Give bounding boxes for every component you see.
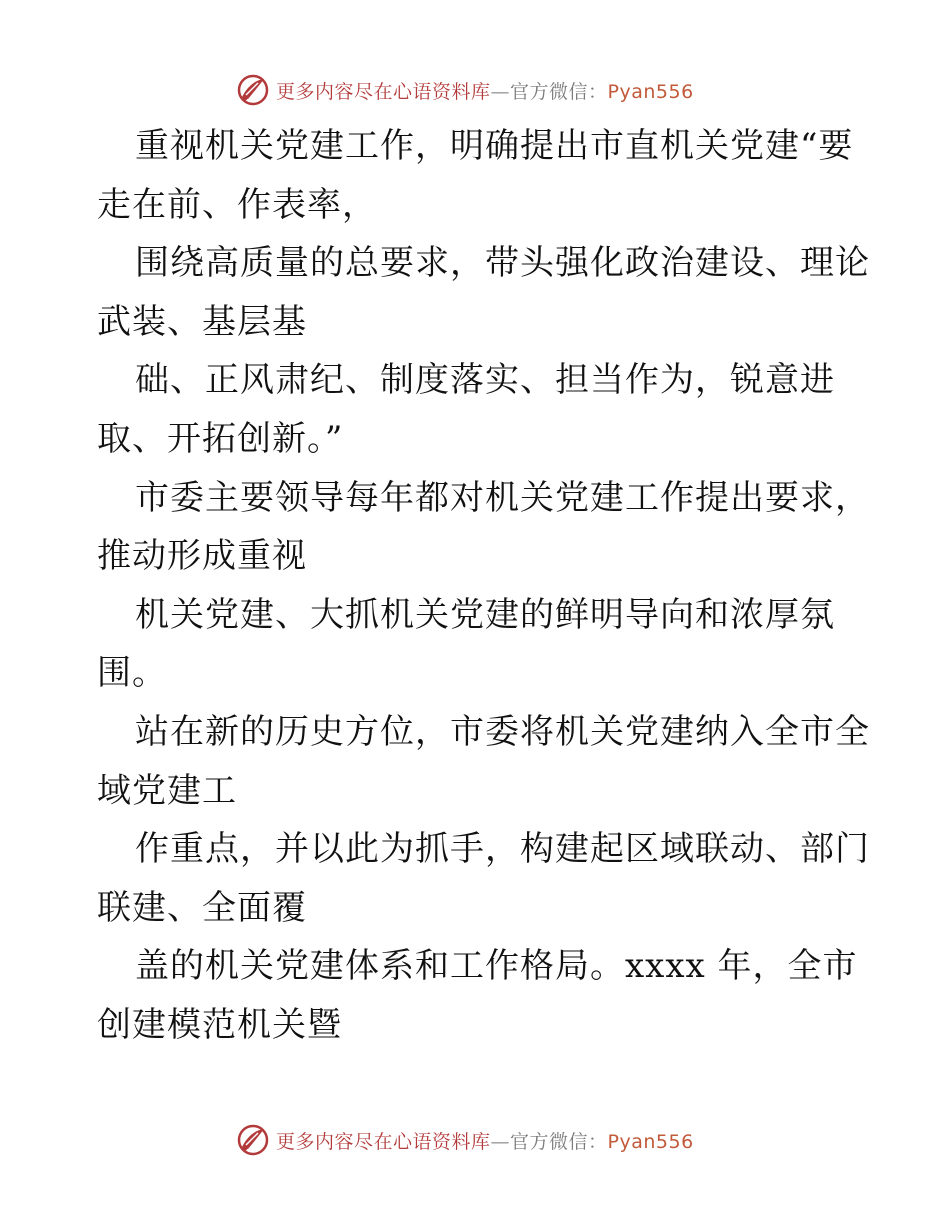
- banner-separator: —: [490, 80, 511, 103]
- pen-nib-logo-icon: [236, 1123, 270, 1157]
- footer-watermark-banner: [236, 1123, 694, 1157]
- text-line: 机关党建、大抓机关党建的鲜明导向和浓厚氛: [135, 594, 835, 635]
- banner-main-text: 更多内容尽在心语资料库: [276, 80, 491, 103]
- header-watermark-banner: [236, 73, 694, 107]
- text-line: 联建、全面覆: [97, 887, 307, 928]
- banner-wechat-label: 官方微信：: [510, 80, 608, 103]
- banner-main-text: 更多内容尽在心语资料库: [276, 1130, 491, 1153]
- text-line: 围绕高质量的总要求，带头强化政治建设、理论: [135, 243, 870, 284]
- banner-text: [276, 77, 694, 104]
- banner-wechat-label: 官方微信：: [510, 1130, 608, 1153]
- text-line: 盖的机关党建体系和工作格局。xxxx 年，全市: [135, 946, 858, 987]
- document-body: [97, 117, 870, 1055]
- text-line: 站在新的历史方位，市委将机关党建纳入全市全: [135, 711, 870, 752]
- banner-text: [276, 1127, 694, 1154]
- text-line: 取、开拓创新。”: [97, 418, 344, 459]
- text-line: 走在前、作表率，: [97, 184, 377, 225]
- text-line: 础、正风肃纪、制度落实、担当作为，锐意进: [135, 360, 835, 401]
- text-line: 市委主要领导每年都对机关党建工作提出要求，: [135, 477, 870, 518]
- pen-nib-logo-icon: [236, 73, 270, 107]
- text-line: 重视机关党建工作，明确提出市直机关党建“要: [135, 126, 854, 166]
- banner-separator: —: [490, 1130, 511, 1153]
- text-line: 推动形成重视: [97, 536, 307, 577]
- text-line: 创建模范机关暨: [97, 1004, 342, 1045]
- text-line: 作重点，并以此为抓手，构建起区域联动、部门: [135, 829, 870, 870]
- text-line: 围。: [97, 653, 167, 694]
- banner-wechat-id: Pyan556: [607, 80, 694, 103]
- text-line: 域党建工: [97, 770, 237, 811]
- text-line: 武装、基层基: [97, 301, 307, 342]
- banner-wechat-id: Pyan556: [607, 1130, 694, 1153]
